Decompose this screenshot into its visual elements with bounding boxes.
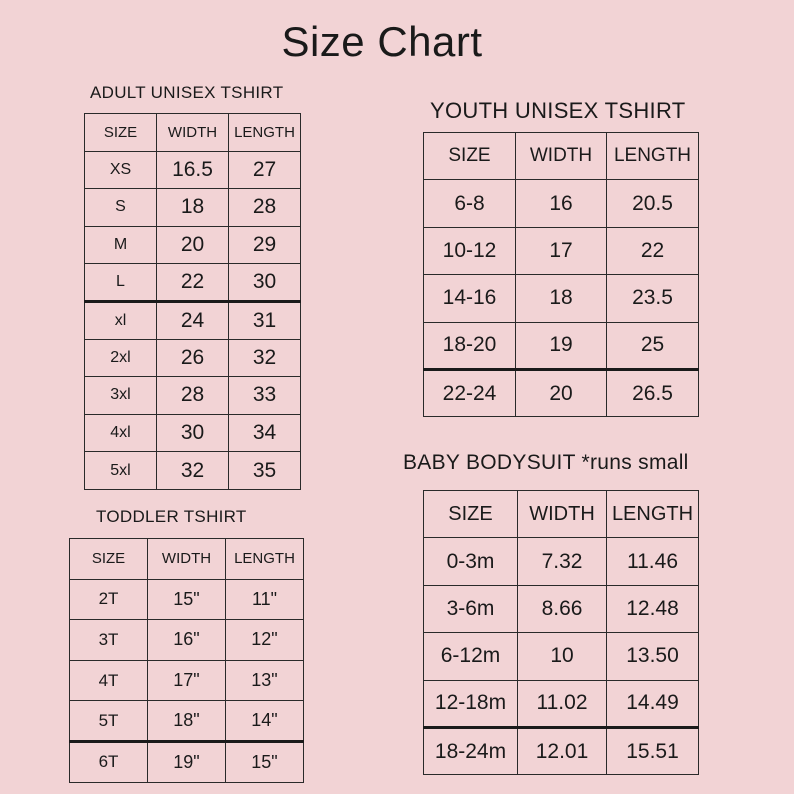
size-cell: L <box>85 264 157 302</box>
length-cell: 15" <box>226 741 304 782</box>
width-cell: 16 <box>516 180 607 227</box>
length-cell: 28 <box>229 189 301 227</box>
table-row <box>85 452 301 490</box>
size-cell: 6-12m <box>424 633 518 680</box>
length-cell: 15.51 <box>607 727 699 774</box>
width-cell: 20 <box>516 369 607 416</box>
width-cell: 32 <box>157 452 229 490</box>
table-row <box>85 339 301 377</box>
column-header-width: WIDTH <box>516 133 607 180</box>
column-header-size: SIZE <box>424 133 516 180</box>
toddler-heading: TODDLER TSHIRT <box>96 507 247 526</box>
length-cell: 23.5 <box>607 275 699 322</box>
width-cell: 18 <box>157 189 229 227</box>
table-row <box>424 680 699 727</box>
column-header-width: WIDTH <box>157 114 229 152</box>
table-row <box>424 727 699 774</box>
width-cell: 17" <box>148 660 226 701</box>
size-cell: 6T <box>70 741 148 782</box>
length-cell: 11.46 <box>607 538 699 585</box>
size-cell: 4T <box>70 660 148 701</box>
width-cell: 16" <box>148 620 226 661</box>
length-cell: 13.50 <box>607 633 699 680</box>
size-cell: 3T <box>70 620 148 661</box>
width-cell: 18 <box>516 275 607 322</box>
table-row <box>85 377 301 415</box>
size-cell: 6-8 <box>424 180 516 227</box>
size-cell: xl <box>85 301 157 339</box>
adult-size-table <box>84 113 301 490</box>
table-header-row <box>424 491 699 538</box>
width-cell: 17 <box>516 227 607 274</box>
table-row <box>70 701 304 742</box>
column-header-size: SIZE <box>424 491 518 538</box>
column-header-length: LENGTH <box>607 491 699 538</box>
width-cell: 22 <box>157 264 229 302</box>
width-cell: 28 <box>157 377 229 415</box>
size-cell: 10-12 <box>424 227 516 274</box>
table-row <box>424 369 699 416</box>
size-cell: 4xl <box>85 414 157 452</box>
table-row <box>70 741 304 782</box>
baby-heading: BABY BODYSUIT *runs small <box>403 451 689 474</box>
length-cell: 32 <box>229 339 301 377</box>
toddler-size-table <box>69 538 304 783</box>
size-cell: 14-16 <box>424 275 516 322</box>
column-header-width: WIDTH <box>518 491 607 538</box>
width-cell: 24 <box>157 301 229 339</box>
size-cell: M <box>85 226 157 264</box>
width-cell: 11.02 <box>518 680 607 727</box>
width-cell: 26 <box>157 339 229 377</box>
youth-heading: YOUTH UNISEX TSHIRT <box>430 98 686 123</box>
length-cell: 26.5 <box>607 369 699 416</box>
table-header-row <box>424 133 699 180</box>
adult-heading: ADULT UNISEX TSHIRT <box>90 83 284 102</box>
table-row <box>85 189 301 227</box>
length-cell: 12" <box>226 620 304 661</box>
width-cell: 19 <box>516 322 607 369</box>
size-cell: 3xl <box>85 377 157 415</box>
width-cell: 12.01 <box>518 727 607 774</box>
width-cell: 30 <box>157 414 229 452</box>
baby-size-table <box>423 490 699 775</box>
table-row <box>70 660 304 701</box>
table-row <box>424 538 699 585</box>
length-cell: 30 <box>229 264 301 302</box>
size-cell: 0-3m <box>424 538 518 585</box>
table-row <box>70 620 304 661</box>
size-cell: 12-18m <box>424 680 518 727</box>
length-cell: 11" <box>226 579 304 620</box>
column-header-length: LENGTH <box>607 133 699 180</box>
table-row <box>85 226 301 264</box>
length-cell: 25 <box>607 322 699 369</box>
length-cell: 12.48 <box>607 585 699 632</box>
size-cell: 18-20 <box>424 322 516 369</box>
size-cell: 2xl <box>85 339 157 377</box>
length-cell: 22 <box>607 227 699 274</box>
table-header-row <box>70 539 304 580</box>
width-cell: 19" <box>148 741 226 782</box>
size-cell: 3-6m <box>424 585 518 632</box>
length-cell: 14.49 <box>607 680 699 727</box>
size-cell: 5T <box>70 701 148 742</box>
length-cell: 33 <box>229 377 301 415</box>
length-cell: 34 <box>229 414 301 452</box>
column-header-length: LENGTH <box>226 539 304 580</box>
width-cell: 16.5 <box>157 151 229 189</box>
table-row <box>424 275 699 322</box>
length-cell: 29 <box>229 226 301 264</box>
size-cell: 2T <box>70 579 148 620</box>
table-row <box>85 301 301 339</box>
size-cell: XS <box>85 151 157 189</box>
size-cell: 22-24 <box>424 369 516 416</box>
size-cell: 18-24m <box>424 727 518 774</box>
width-cell: 10 <box>518 633 607 680</box>
table-row <box>424 180 699 227</box>
table-header-row <box>85 114 301 152</box>
length-cell: 14" <box>226 701 304 742</box>
page-title: Size Chart <box>281 18 483 65</box>
table-row <box>85 414 301 452</box>
length-cell: 13" <box>226 660 304 701</box>
width-cell: 15" <box>148 579 226 620</box>
table-row <box>85 264 301 302</box>
width-cell: 20 <box>157 226 229 264</box>
length-cell: 27 <box>229 151 301 189</box>
column-header-width: WIDTH <box>148 539 226 580</box>
table-row <box>424 227 699 274</box>
length-cell: 20.5 <box>607 180 699 227</box>
size-cell: S <box>85 189 157 227</box>
column-header-length: LENGTH <box>229 114 301 152</box>
column-header-size: SIZE <box>85 114 157 152</box>
table-row <box>70 579 304 620</box>
table-row <box>424 633 699 680</box>
width-cell: 18" <box>148 701 226 742</box>
length-cell: 31 <box>229 301 301 339</box>
length-cell: 35 <box>229 452 301 490</box>
column-header-size: SIZE <box>70 539 148 580</box>
youth-size-table <box>423 132 699 417</box>
table-row <box>424 322 699 369</box>
table-row <box>424 585 699 632</box>
table-row <box>85 151 301 189</box>
width-cell: 8.66 <box>518 585 607 632</box>
width-cell: 7.32 <box>518 538 607 585</box>
size-cell: 5xl <box>85 452 157 490</box>
